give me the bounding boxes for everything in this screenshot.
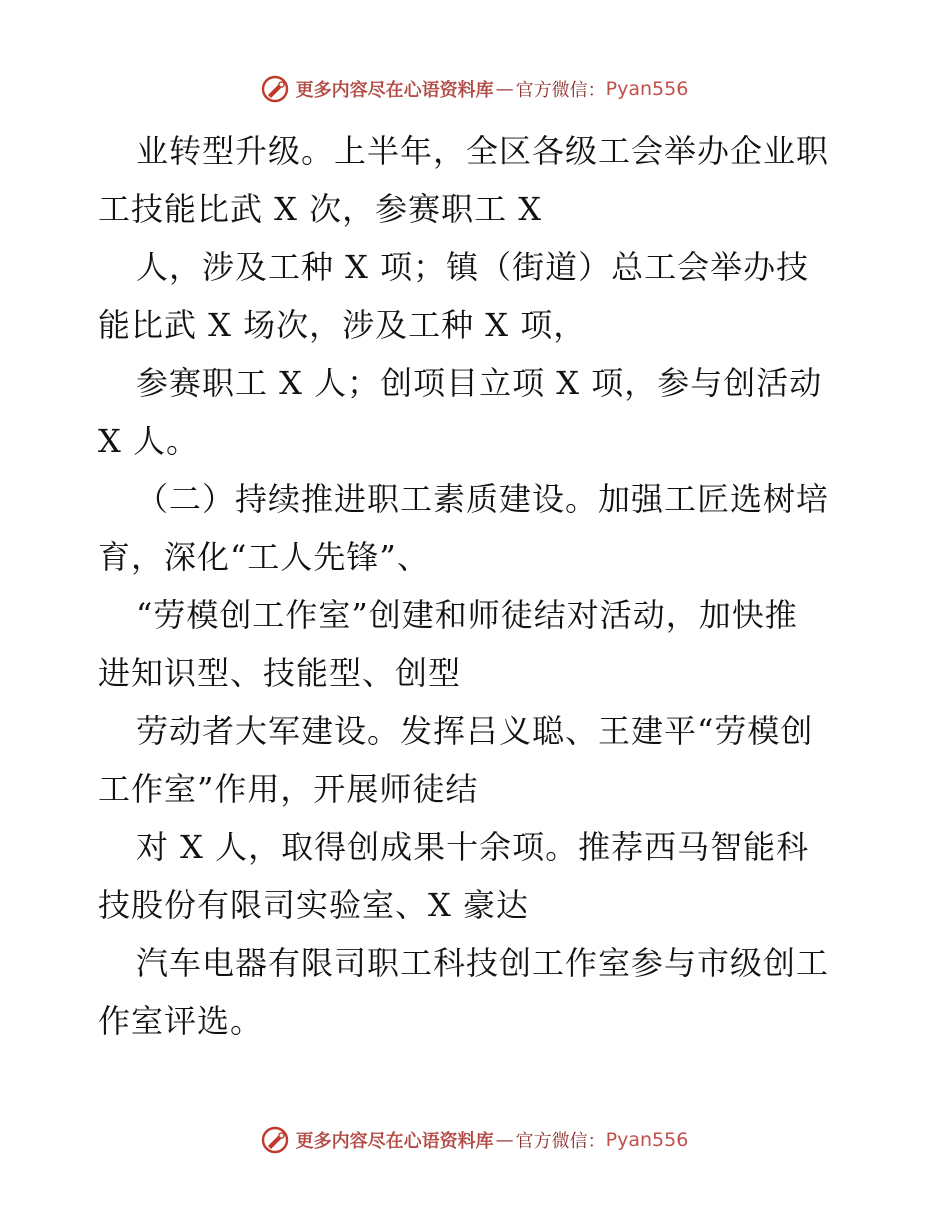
body-line: 能比武 X 场次，涉及工种 X 项， [98, 306, 587, 344]
watermark-wechat-label: 官方微信： [515, 1131, 606, 1152]
body-line: 对 X 人，取得创成果十余项。推荐西马智能科 [136, 828, 810, 866]
brand-logo-icon [260, 74, 290, 104]
watermark-text: 更多内容尽在心语资料库 [295, 1131, 494, 1152]
body-line: 工技能比武 X 次，参赛职工 X [98, 190, 543, 228]
body-line: 业转型升级。上半年，全区各级工会举办企业职 [136, 132, 830, 170]
footer-watermark [0, 1123, 950, 1157]
watermark-wechat-id: Pyan556 [605, 78, 689, 100]
watermark-text: 更多内容尽在心语资料库 [295, 80, 494, 101]
body-line: 参赛职工 X 人；创项目立项 X 项，参与创活动 [136, 364, 823, 402]
watermark-dash: — [495, 1129, 514, 1151]
brand-logo-icon [260, 1125, 290, 1155]
body-line: 汽车电器有限司职工科技创工作室参与市级创工 [136, 944, 830, 982]
document-body [98, 122, 858, 1050]
body-line: 作室评选。 [98, 1002, 264, 1040]
body-line: 人，涉及工种 X 项；镇（街道）总工会举办技 [136, 248, 810, 286]
watermark-wechat-label: 官方微信： [515, 80, 606, 101]
header-watermark [0, 72, 950, 106]
body-line: （二）持续推进职工素质建设。加强工匠选树培 [136, 480, 830, 518]
body-line: 育，深化“工人先锋”、 [98, 538, 430, 576]
body-line: 进知识型、技能型、创型 [98, 654, 462, 692]
body-line: 工作室”作用，开展师徒结 [98, 770, 479, 808]
body-line: 劳动者大军建设。发挥吕义聪、王建平“劳模创 [136, 712, 814, 750]
watermark-dash: — [495, 78, 514, 100]
body-line: 技股份有限司实验室、X 豪达 [98, 886, 529, 924]
body-line: X 人。 [98, 422, 199, 460]
watermark-wechat-id: Pyan556 [605, 1129, 689, 1151]
body-line: “劳模创工作室”创建和师徒结对活动，加快推 [136, 596, 798, 634]
